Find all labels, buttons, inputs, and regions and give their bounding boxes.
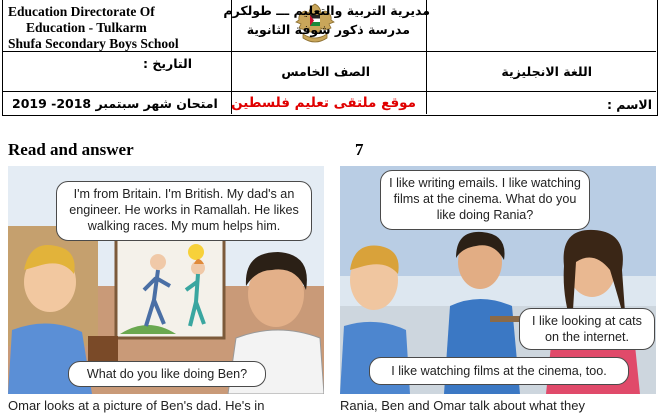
site-label: موقع ملتقى تعليم فلسطين <box>231 95 416 111</box>
subject-label: اللغة الانجليزية <box>501 64 592 79</box>
exam-year-text: 2019 -2018 امتحان شهر سبتمبر <box>12 96 218 111</box>
directorate-line-2: Education - Tulkarm <box>26 20 147 35</box>
ben-speech-bubble: I'm from Britain. I'm British. My dad's an engineer. He works in Ramallah. He likes walking races. My mum helps him. <box>56 181 312 241</box>
date-label: التاريخ : <box>142 56 192 71</box>
school-name-arabic: مدرسة ذكور شوفة الثانوية <box>246 22 410 37</box>
name-label: الاسم : <box>606 97 652 112</box>
question-number: 7 <box>355 140 364 159</box>
omar-right-speech-bubble: I like writing emails. I like watching films at the cinema. What do you like doing Rania? <box>380 170 590 230</box>
grade-label: الصف الخامس <box>281 64 370 79</box>
header-divider-2 <box>3 91 656 92</box>
left-caption: Omar looks at a picture of Ben's dad. He's in <box>8 398 265 413</box>
directorate-line-1: Education Directorate Of <box>8 4 155 19</box>
right-caption: Rania, Ben and Omar talk about what they <box>340 398 585 413</box>
directorate-arabic: مديرية التربية والتعليم ـــ طولكرم <box>223 3 430 18</box>
ben-right-speech-bubble: I like watching films at the cinema, too. <box>369 357 629 385</box>
rania-speech-bubble: I like looking at cats on the internet. <box>519 308 655 350</box>
section-title: Read and answer <box>8 140 134 159</box>
school-name: Shufa Secondary Boys School <box>8 36 179 51</box>
omar-speech-bubble: What do you like doing Ben? <box>68 361 266 387</box>
exam-title <box>12 96 218 111</box>
header-divider-1 <box>3 51 656 52</box>
